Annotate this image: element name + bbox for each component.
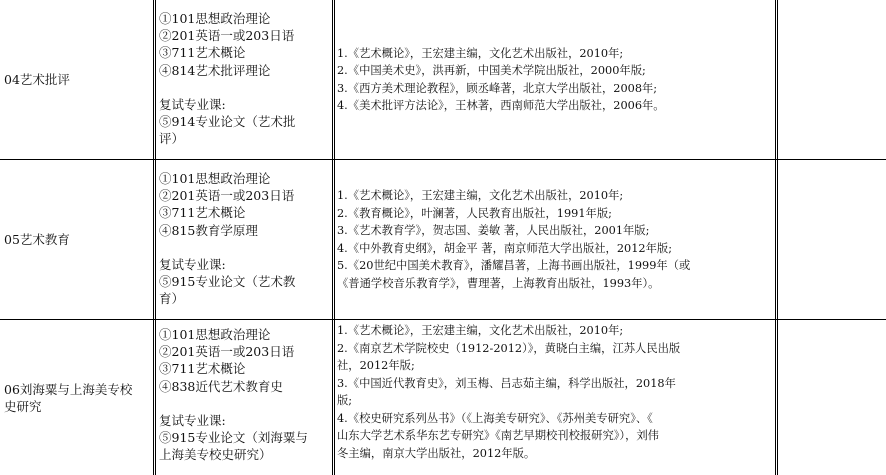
subjects-cell <box>156 0 332 159</box>
subject-item: ③711艺术概论 <box>159 361 246 377</box>
retest-item: 上海美专校史研究） <box>159 447 272 463</box>
book-item: 4.《美术批评方法论》，王林著，西南师范大学出版社，2006年。 <box>337 99 665 112</box>
subject-item: ②201英语一或203日语 <box>159 188 295 204</box>
subject-item: ②201英语一或203日语 <box>159 28 295 44</box>
book-item: 2.《教育概论》，叶澜著，人民教育出版社，1991年版; <box>337 206 612 220</box>
book-item: 1.《艺术概论》，王宏建主编，文化艺术出版社，2010年; <box>337 46 624 60</box>
retest-item: ⑤915专业论文（刘海粟与 <box>159 430 308 446</box>
subject-item: ④838近代艺术教育史 <box>159 378 283 394</box>
book-item: 社，2012年版; <box>337 359 415 372</box>
retest-label: 复试专业课: <box>159 412 226 428</box>
book-item: 《普通学校音乐教育学》，曹理著，上海教育出版社，1993年）。 <box>337 276 660 290</box>
table-row <box>0 160 886 320</box>
book-item: 3.《西方美术理论教程》，顾丞峰著，北京大学出版社，2008年; <box>337 81 658 95</box>
book-item: 3.《中国近代教育史》，刘玉梅、吕志茹主编，科学出版社，2018年 <box>337 376 676 390</box>
retest-item: 育） <box>159 291 185 307</box>
column-divider <box>153 0 154 475</box>
book-item: 4.《中外教育史纲》，胡金平 著，南京师范大学出版社，2012年版; <box>337 241 672 255</box>
subject-item: ③711艺术概论 <box>159 45 246 61</box>
book-item: 3.《艺术教育学》，贺志国、姜敏 著，人民出版社，2001年版; <box>337 224 650 237</box>
retest-label: 复试专业课: <box>159 96 226 112</box>
retest-item: ⑤915专业论文（艺术教 <box>159 274 296 290</box>
retest-item: ⑤914专业论文（艺术批 <box>159 114 296 130</box>
direction-label: 04艺术批评 <box>4 72 70 87</box>
subjects-cell <box>156 320 332 475</box>
book-item: 冬主编，南京大学出版社，2012年版。 <box>337 446 536 460</box>
column-divider <box>334 0 335 475</box>
table-row <box>0 0 886 160</box>
column-divider <box>332 0 333 475</box>
books-cell <box>335 160 773 319</box>
book-item: 1.《艺术概论》，王宏建主编，文化艺术出版社，2010年; <box>337 189 624 202</box>
column-divider <box>777 0 778 475</box>
retest-label: 复试专业课: <box>159 256 226 272</box>
subjects-cell <box>156 160 332 319</box>
subject-item: ③711艺术概论 <box>159 205 246 221</box>
book-item: 版; <box>337 394 353 407</box>
column-divider <box>775 0 776 475</box>
subject-item: ④815教育学原理 <box>159 222 258 238</box>
column-divider <box>155 0 156 475</box>
subject-item: ④814艺术批评理论 <box>159 62 271 78</box>
retest-item: 评） <box>159 131 185 147</box>
book-item: 2.《中国美术史》，洪再新，中国美术学院出版社，2000年版; <box>337 64 646 77</box>
direction-cell <box>0 0 153 159</box>
table-row <box>0 320 886 475</box>
subject-item: ①101思想政治理论 <box>159 11 271 26</box>
book-item: 4.《校史研究系列丛书》（《上海美专研究》、《苏州美专研究》、《 <box>337 411 653 425</box>
subject-item: ①101思想政治理论 <box>159 327 271 342</box>
direction-label: 06刘海粟与上海美专校史研究 <box>4 381 133 414</box>
book-item: 山东大学艺术系华东艺专研究》《南艺早期校刊校报研究》），刘伟 <box>337 429 659 442</box>
direction-cell <box>0 160 153 319</box>
direction-label: 05艺术教育 <box>4 232 70 247</box>
book-item: 2.《南京艺术学院校史（1912-2012）》，黄晓白主编，江苏人民出版 <box>337 341 681 355</box>
book-item: 5.《20世纪中国美术教育》，潘耀昌著，上海书画出版社，1999年（或 <box>337 259 691 272</box>
subject-item: ②201英语一或203日语 <box>159 344 295 360</box>
subject-item: ①101思想政治理论 <box>159 171 271 186</box>
books-cell <box>335 0 773 159</box>
book-item: 1.《艺术概论》，王宏建主编，文化艺术出版社，2010年; <box>337 324 624 337</box>
books-cell <box>335 320 773 475</box>
direction-cell <box>0 320 153 475</box>
